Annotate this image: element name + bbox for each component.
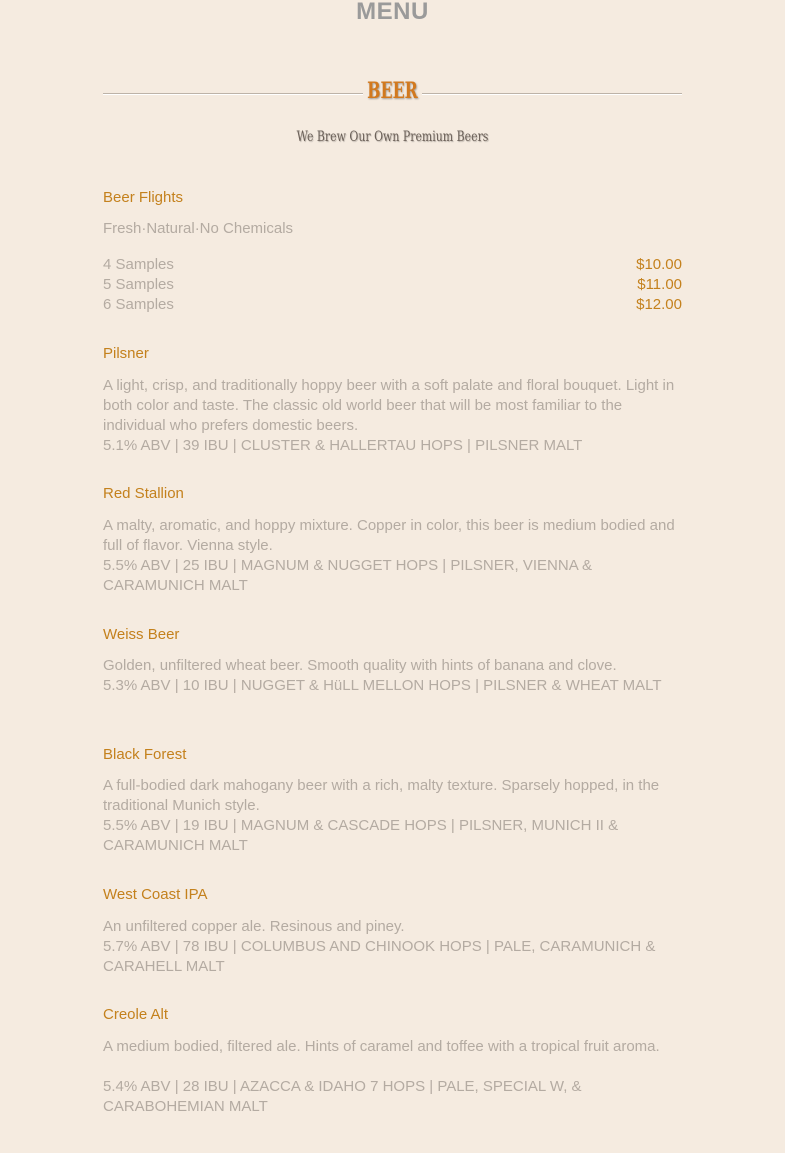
beer-description-black-forest: A full-bodied dark mahogany beer with a rich, malty texture. Sparsely hopped, in the traditional Munich style. <box>103 777 660 814</box>
flights-subtitle: Fresh·Natural·No Chemicals <box>103 220 294 237</box>
flight-option-price: $12.00 <box>636 296 682 313</box>
beer-specs-black-forest: 5.5% ABV | 19 IBU | MAGNUM & CASCADE HOPS | PILSNER, MUNICH II & CARAMUNICH MALT <box>103 817 619 854</box>
flight-option-price: $11.00 <box>637 276 682 293</box>
beer-specs-red-stallion: 5.5% ABV | 25 IBU | MAGNUM & NUGGET HOPS | PILSNER, VIENNA & CARAMUNICH MALT <box>103 557 593 594</box>
beer-name-black-forest: Black Forest <box>103 746 187 763</box>
beer-name-red-stallion: Red Stallion <box>103 485 184 502</box>
beer-name-creole-alt: Creole Alt <box>103 1006 169 1023</box>
flight-option-label: 4 Samples <box>103 256 174 273</box>
beer-description-creole-alt: A medium bodied, filtered ale. Hints of caramel and toffee with a tropical fruit aroma. <box>103 1038 660 1055</box>
beer-name-west-coast-ipa: West Coast IPA <box>103 886 208 903</box>
beer-specs-west-coast-ipa: 5.7% ABV | 78 IBU | COLUMBUS AND CHINOOK HOPS | PALE, CARAMUNICH & CARAHELL MALT <box>103 938 656 975</box>
beer-description-weiss-beer: Golden, unfiltered wheat beer. Smooth quality with hints of banana and clove. <box>103 657 617 674</box>
flight-option-5 <box>103 275 682 295</box>
flight-option-4 <box>103 255 682 275</box>
section-header <box>103 78 682 112</box>
beer-description-red-stallion: A malty, aromatic, and hoppy mixture. Copper in color, this beer is medium bodied and full of flavor. Vienna style. <box>103 517 675 554</box>
beer-name-weiss-beer: Weiss Beer <box>103 626 180 643</box>
divider-right <box>422 93 682 95</box>
section-title: BEER <box>367 78 418 104</box>
beer-specs-pilsner: 5.1% ABV | 39 IBU | CLUSTER & HALLERTAU HOPS | PILSNER MALT <box>103 437 583 454</box>
flights-name: Beer Flights <box>103 189 184 206</box>
flight-option-price: $10.00 <box>636 256 682 273</box>
beer-name-pilsner: Pilsner <box>103 345 149 362</box>
beer-specs-creole-alt: 5.4% ABV | 28 IBU | AZACCA & IDAHO 7 HOPS | PALE, SPECIAL W, & CARABOHEMIAN MALT <box>103 1078 582 1115</box>
flight-option-label: 5 Samples <box>103 276 174 293</box>
flight-option-label: 6 Samples <box>103 296 174 313</box>
section-tagline: We Brew Our Own Premium Beers <box>296 129 489 145</box>
flight-option-6 <box>103 295 682 315</box>
page-title: MENU <box>356 0 429 25</box>
beer-description-pilsner: A light, crisp, and traditionally hoppy beer with a soft palate and floral bouquet. Light in both color and taste. The classic old world beer that will be most familiar to the individual who prefers domestic beers. <box>103 377 675 434</box>
beer-specs-weiss-beer: 5.3% ABV | 10 IBU | NUGGET & HüLL MELLON HOPS | PILSNER & WHEAT MALT <box>103 677 662 694</box>
beer-description-west-coast-ipa: An unfiltered copper ale. Resinous and piney. <box>103 918 405 935</box>
